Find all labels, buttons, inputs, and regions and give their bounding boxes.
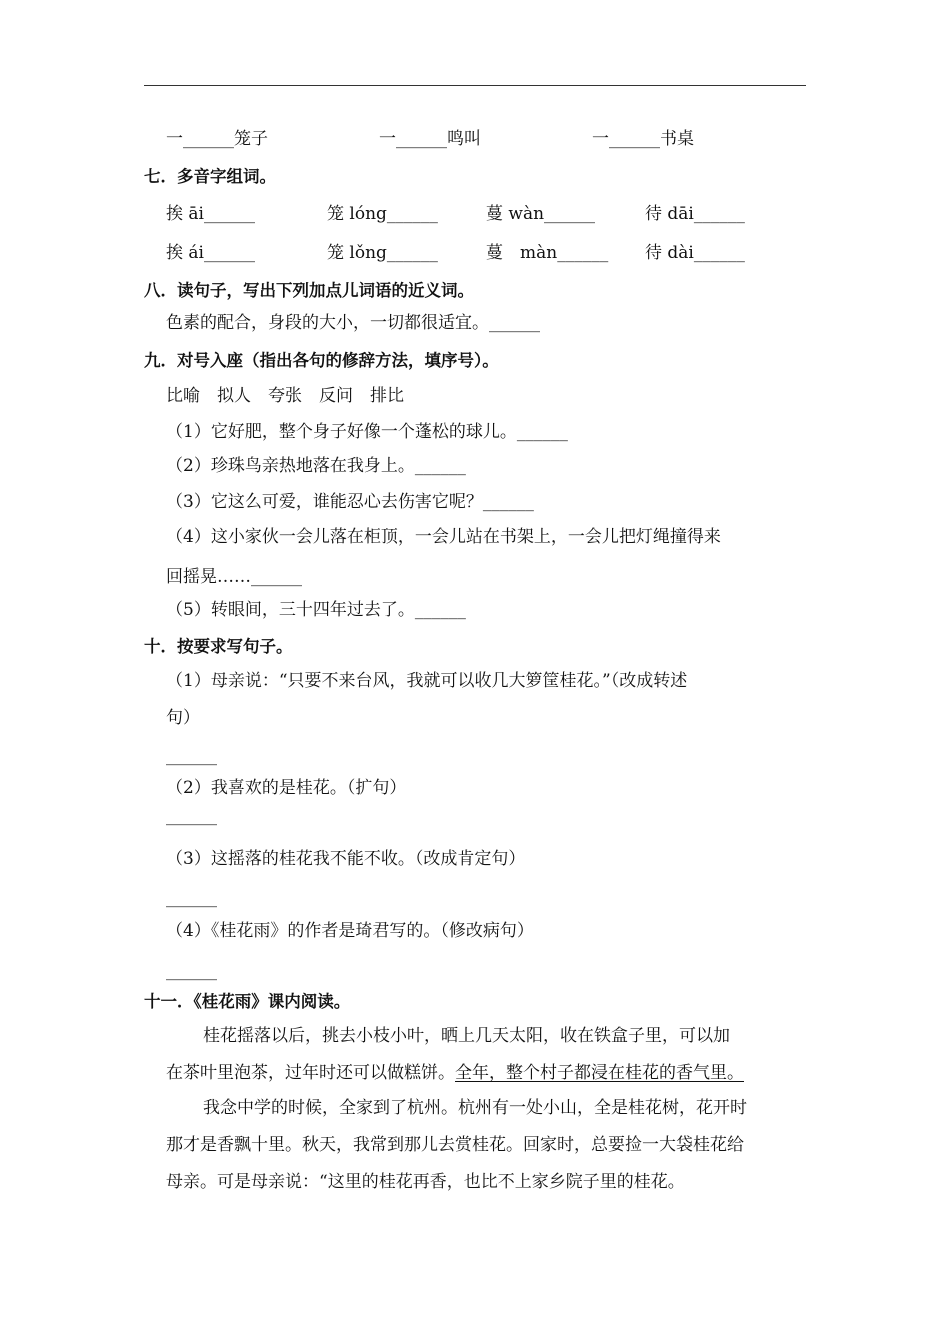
q6-item-2: 一______鸣叫	[379, 129, 481, 149]
q7-r2-c1: 挨 ái______	[166, 243, 255, 263]
q7-heading: 七．多音字组词。	[144, 167, 276, 186]
q9-options: 比喻 拟人 夸张 反问 排比	[166, 386, 404, 406]
q10-item-1a: （1）母亲说：“只要不来台风，我就可以收几大箩筐桂花。”（改成转述	[166, 671, 688, 691]
q9-item-4: （4）这小家伙一会儿落在柜顶，一会儿站在书架上，一会儿把灯绳撞得来	[166, 527, 721, 547]
q11-p1-line2	[166, 1062, 744, 1084]
q10-answer-4[interactable]: ______	[166, 961, 217, 981]
q11-p1-text: 在茶叶里泡茶，过年时还可以做糕饼。	[166, 1063, 455, 1083]
q7-r2-c2: 笼 lǒng______	[327, 243, 438, 263]
q9-item-2: （2）珍珠鸟亲热地落在我身上。______	[166, 456, 466, 476]
q6-item-1: 一______笼子	[166, 129, 268, 149]
q10-answer-3[interactable]: ______	[166, 888, 217, 908]
q7-r1-c1: 挨 āi______	[166, 204, 255, 224]
q7-r2-c4: 待 dài______	[645, 243, 745, 263]
q9-item-4-cont: 回摇晃……______	[166, 567, 302, 587]
q10-answer-1[interactable]: ______	[166, 746, 217, 766]
q10-item-2: （2）我喜欢的是桂花。（扩句）	[166, 778, 407, 798]
q8-heading: 八．读句子，写出下列加点儿词语的近义词。	[144, 281, 474, 300]
q7-r1-c4: 待 dāi______	[645, 204, 745, 224]
q7-r1-c3: 蔓 wàn______	[486, 204, 596, 224]
q10-answer-2[interactable]: ______	[166, 806, 217, 826]
q10-heading: 十．按要求写句子。	[144, 637, 293, 656]
q7-r2-c3: 蔓 màn______	[486, 243, 609, 263]
q11-p1-line1: 桂花摇落以后，挑去小枝小叶，晒上几天太阳，收在铁盒子里，可以加	[203, 1026, 730, 1046]
q10-item-4: （4）《桂花雨》的作者是琦君写的。（修改病句）	[166, 921, 534, 941]
header-rule	[144, 85, 806, 86]
q11-underlined-sentence: 全年，整个村子都浸在桂花的香气里。	[455, 1063, 744, 1083]
q10-item-1b: 句）	[166, 708, 200, 728]
q6-item-3: 一______书桌	[592, 129, 694, 149]
q9-item-1: （1）它好肥，整个身子好像一个蓬松的球儿。______	[166, 422, 568, 442]
q11-heading: 十一．《桂花雨》课内阅读。	[144, 992, 351, 1011]
q10-item-3: （3）这摇落的桂花我不能不收。（改成肯定句）	[166, 849, 526, 869]
q9-heading: 九．对号入座（指出各句的修辞方法，填序号）。	[144, 351, 499, 370]
q7-r1-c2: 笼 lóng______	[327, 204, 438, 224]
q11-p2-line2: 那才是香飘十里。秋天，我常到那儿去赏桂花。回家时，总要捡一大袋桂花给	[166, 1135, 744, 1155]
q9-item-5: （5）转眼间，三十四年过去了。______	[166, 600, 466, 620]
q11-p2-line3: 母亲。可是母亲说：“这里的桂花再香，也比不上家乡院子里的桂花。	[166, 1172, 685, 1192]
q11-p2-line1: 我念中学的时候，全家到了杭州。杭州有一处小山，全是桂花树，花开时	[203, 1098, 747, 1118]
q9-item-3: （3）它这么可爱，谁能忍心去伤害它呢？______	[166, 492, 534, 512]
q8-sentence: 色素的配合，身段的大小，一切都很适宜。______	[166, 313, 540, 333]
